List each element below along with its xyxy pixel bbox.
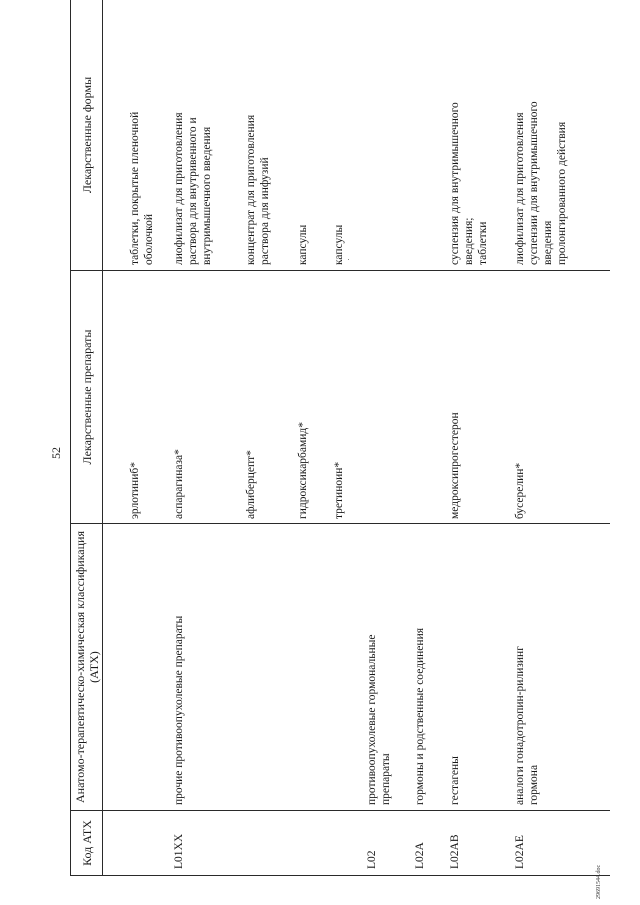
col-sep-forms — [70, 270, 610, 271]
col-sep-code — [70, 875, 610, 876]
drug-name: аспарагиназа* — [173, 449, 185, 519]
header-code: Код АТХ — [80, 820, 94, 866]
header-forms: Лекарственные формы — [80, 76, 94, 194]
table-top-border — [70, 0, 71, 876]
atc-classification: аналоги гонадотропин-рилизинг гормона — [514, 646, 540, 805]
atc-code: L02AB — [449, 834, 461, 869]
footer-doc-id: 29691544.doc — [596, 864, 602, 899]
page-number: 52 — [49, 447, 63, 459]
atc-code: L01XX — [173, 833, 185, 869]
drug-name: медроксипрогестерон — [449, 412, 461, 519]
drug-name: третиноин* — [333, 461, 345, 519]
drug-name: эрлотиниб* — [129, 462, 141, 519]
atc-classification: противоопухолевые гормональные препараты — [366, 634, 392, 805]
stray-mark — [348, 259, 349, 260]
atc-classification: прочие противоопухолевые препараты — [173, 615, 185, 805]
drug-forms: лиофилизат для приготовления суспензии для внутримышечного введения пролонгированного действия — [514, 101, 568, 265]
drug-forms: концентрат для приготовления раствора для инфузий — [245, 114, 271, 265]
atc-classification: гормоны и родственные соединения — [414, 627, 426, 805]
col-sep-drugs — [70, 523, 610, 524]
header-classification: Анатомо-терапевтическо-химическая классификация (АТХ) — [73, 531, 101, 803]
atc-code: L02 — [366, 850, 378, 869]
col-sep-class — [70, 810, 610, 811]
atc-code: L02AE — [514, 835, 526, 869]
drug-name: бусерелин* — [514, 462, 526, 519]
drug-name: гидроксикарбамид* — [297, 421, 309, 519]
drug-forms: таблетки, покрытые пленочной оболочкой — [129, 111, 155, 265]
drug-forms: лиофилизат для приготовления раствора для внутривенного и внутримышечного введения — [173, 112, 213, 265]
atc-code: L02A — [414, 842, 426, 869]
header-separator — [102, 0, 103, 876]
drug-forms: капсулы — [333, 224, 345, 265]
atc-classification: гестагены — [449, 756, 461, 805]
drug-forms: капсулы — [297, 224, 309, 265]
drug-name: афлиберцепт* — [245, 450, 257, 519]
drug-forms: суспензия для внутримышечного введения; таблетки — [449, 102, 489, 265]
header-drugs: Лекарственные препараты — [80, 329, 94, 465]
